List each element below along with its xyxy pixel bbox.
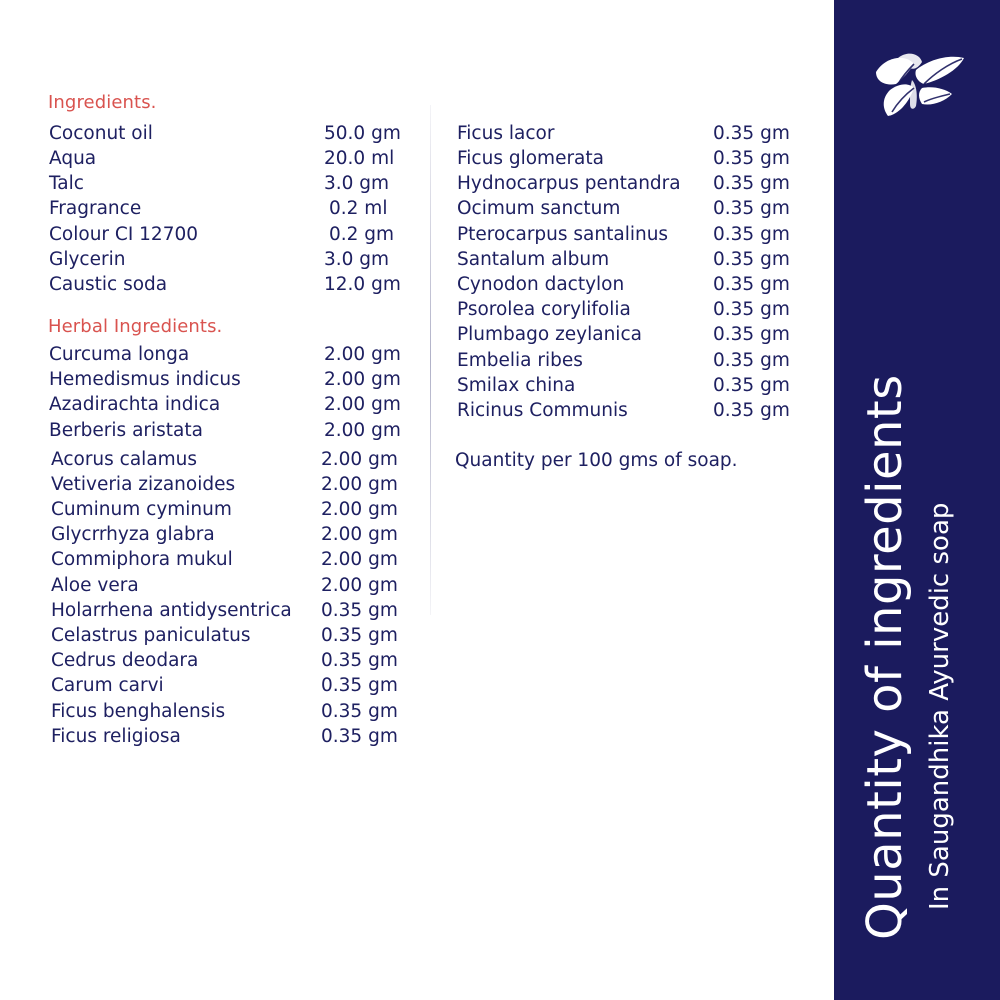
page-title: Quantity of ingredients: [857, 374, 913, 940]
ingredient-quantity: 0.35 gm: [321, 675, 398, 696]
ingredient-quantity: 2.00 gm: [324, 420, 401, 441]
ingredient-quantity: 2.00 gm: [321, 549, 398, 570]
ingredient-quantity: 0.35 gm: [321, 726, 398, 747]
ingredient-quantity: 0.35 gm: [713, 148, 790, 169]
ingredient-name: Hydnocarpus pentandra: [457, 173, 681, 194]
ingredient-name: Plumbago zeylanica: [457, 324, 642, 345]
ingredient-quantity: 0.35 gm: [713, 123, 790, 144]
ingredient-name: Talc: [49, 173, 84, 194]
ingredient-quantity: 12.0 gm: [324, 274, 401, 295]
butterfly-icon: [868, 50, 966, 122]
ingredient-quantity: 0.35 gm: [713, 198, 790, 219]
ingredient-name: Berberis aristata: [49, 420, 203, 441]
ingredient-name: Ficus religiosa: [51, 726, 181, 747]
ingredient-quantity: 2.00 gm: [321, 474, 398, 495]
ingredient-quantity: 2.00 gm: [321, 449, 398, 470]
ingredient-name: Coconut oil: [49, 123, 153, 144]
ingredient-quantity: 2.00 gm: [324, 369, 401, 390]
ingredient-name: Embelia ribes: [457, 350, 583, 371]
ingredient-name: Psorolea corylifolia: [457, 299, 631, 320]
ingredient-quantity: 0.35 gm: [321, 625, 398, 646]
ingredient-quantity: 2.00 gm: [324, 344, 401, 365]
ingredient-name: Vetiveria zizanoides: [51, 474, 236, 495]
ingredient-name: Carum carvi: [51, 675, 164, 696]
ingredient-quantity: 0.35 gm: [713, 224, 790, 245]
ingredient-name: Azadirachta indica: [49, 394, 221, 415]
ingredient-quantity: 2.00 gm: [321, 575, 398, 596]
ingredient-name: Holarrhena antidysentrica: [51, 600, 292, 621]
ingredient-quantity: 50.0 gm: [324, 123, 401, 144]
ingredient-quantity: 0.35 gm: [321, 701, 398, 722]
ingredient-name: Glycrrhyza glabra: [51, 524, 215, 545]
ingredient-name: Ocimum sanctum: [457, 198, 621, 219]
ingredient-name: Aqua: [49, 148, 97, 169]
ingredient-quantity: 0.35 gm: [713, 173, 790, 194]
ingredient-name: Fragrance: [49, 198, 142, 219]
ingredient-quantity: 0.35 gm: [713, 324, 790, 345]
ingredient-name: Commiphora mukul: [51, 549, 233, 570]
ingredient-name: Glycerin: [49, 249, 126, 270]
ingredient-quantity: 20.0 ml: [324, 148, 395, 169]
ingredient-quantity: 0.35 gm: [713, 350, 790, 371]
ingredient-name: Santalum album: [457, 249, 610, 270]
ingredient-name: Curcuma longa: [49, 344, 190, 365]
ingredient-name: Aloe vera: [51, 575, 139, 596]
ingredient-name: Pterocarpus santalinus: [457, 224, 669, 245]
ingredient-quantity: 2.00 gm: [324, 394, 401, 415]
ingredient-quantity: 3.0 gm: [324, 173, 390, 194]
ingredient-name: Acorus calamus: [51, 449, 198, 470]
ingredient-quantity: 0.35 gm: [321, 650, 398, 671]
ingredient-name: Ficus glomerata: [457, 148, 604, 169]
ingredient-name: Smilax china: [457, 375, 576, 396]
column-divider: [430, 105, 431, 615]
ingredients-heading: Ingredients.: [48, 92, 157, 113]
ingredient-quantity: 0.35 gm: [713, 274, 790, 295]
ingredient-quantity: 0.35 gm: [713, 299, 790, 320]
ingredient-name: Celastrus paniculatus: [51, 625, 251, 646]
ingredient-quantity: 2.00 gm: [321, 499, 398, 520]
ingredient-quantity: 3.0 gm: [324, 249, 390, 270]
quantity-note: Quantity per 100 gms of soap.: [455, 450, 738, 471]
ingredient-name: Cuminum cyminum: [51, 499, 232, 520]
ingredient-quantity: 0.35 gm: [713, 375, 790, 396]
ingredient-name: Ficus benghalensis: [51, 701, 226, 722]
ingredient-name: Hemedismus indicus: [49, 369, 241, 390]
ingredient-name: Ficus lacor: [457, 123, 555, 144]
ingredient-name: Cedrus deodara: [51, 650, 199, 671]
ingredient-quantity: 0.2 gm: [329, 224, 395, 245]
ingredient-name: Caustic soda: [49, 274, 168, 295]
ingredient-name: Ricinus Communis: [457, 400, 628, 421]
ingredient-name: Colour CI 12700: [49, 224, 199, 245]
ingredient-quantity: 0.35 gm: [713, 400, 790, 421]
ingredient-quantity: 0.2 ml: [329, 198, 388, 219]
ingredient-name: Cynodon dactylon: [457, 274, 625, 295]
herbal-ingredients-heading: Herbal Ingredients.: [48, 316, 223, 337]
ingredient-quantity: 2.00 gm: [321, 524, 398, 545]
ingredient-quantity: 0.35 gm: [321, 600, 398, 621]
ingredient-quantity: 0.35 gm: [713, 249, 790, 270]
page-subtitle: In Saugandhika Ayurvedic soap: [925, 502, 955, 910]
